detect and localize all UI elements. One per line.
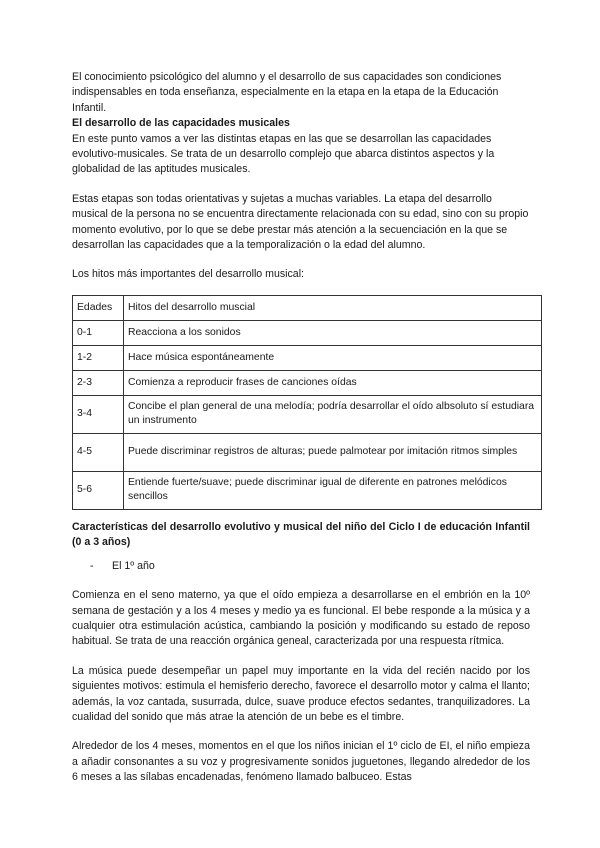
section-heading-cycle-one: Características del desarrollo evolutivo y musical del niño del Ciclo I de educación Infantil (0 a 3 años) bbox=[72, 520, 530, 549]
table-header-row bbox=[73, 295, 542, 320]
table-row bbox=[73, 370, 542, 395]
intro-paragraph: El conocimiento psicológico del alumno y el desarrollo de sus capacidades son condiciones indispensables en toda enseñanza, especialmente en la etapa en la etapa de la Educación Infantil. bbox=[72, 71, 502, 114]
paragraph-stages-orientative: Estas etapas son todas orientativas y sujetas a muchas variables. La etapa del desarrollo musical de la persona no se encuentra directamente relacionada con su edad, sino con su propio momento evolutivo, por lo que se debe prestar más atención a la secuenciación en la que se desarrollan las capacidades que a la temporalización o la edad del alumno. bbox=[72, 192, 529, 252]
table-cell-age: 2-3 bbox=[73, 370, 124, 395]
paragraph-first-year: Comienza en el seno materno, ya que el oído empieza a desarrollarse en el embrión en la 10º semana de gestación y a los 4 meses y medio ya es funcional. El bebe responde a la música y a cualquier otra estimulación acústica, cambiando la posición y modificando su estado de reposo habitual. Se trata de una reacción orgánica geneal, caracterizada por una respuesta rítmica. bbox=[72, 589, 530, 648]
table-row bbox=[73, 320, 542, 345]
document-page bbox=[72, 70, 535, 786]
bullet-dash: - bbox=[90, 559, 94, 572]
table-cell-age: 1-2 bbox=[73, 345, 124, 370]
table-header-ages: Edades bbox=[73, 295, 124, 320]
table-cell-milestone: Hace música espontáneamente bbox=[124, 345, 542, 370]
table-cell-milestone: Concibe el plan general de una melodía; podría desarrollar el oído albsoluto sí estudiara un instrumento bbox=[124, 395, 542, 433]
table-cell-age: 4-5 bbox=[73, 433, 124, 471]
paragraph-stages-intro: En este punto vamos a ver las distintas etapas en las que se desarrollan las capacidades evolutivo-musicales. Se trata de un desarrollo complejo que abarca distintos aspectos y la globalidad de las aptitudes musicales. bbox=[72, 132, 495, 176]
list-item-label: El 1º año bbox=[112, 559, 155, 572]
table-row bbox=[73, 395, 542, 433]
section-heading: El desarrollo de las capacidades musicales bbox=[72, 117, 290, 130]
table-cell-age: 3-4 bbox=[73, 395, 124, 433]
table-header-milestones: Hitos del desarrollo muscial bbox=[124, 295, 542, 320]
table-row bbox=[73, 471, 542, 509]
table-cell-age: 5-6 bbox=[73, 471, 124, 509]
paragraph-milestones-lead: Los hitos más importantes del desarrollo musical: bbox=[72, 268, 304, 281]
table-cell-milestone: Entiende fuerte/suave; puede discriminar igual de diferente en patrones melódicos sencillos bbox=[124, 471, 542, 509]
paragraph-music-role: La música puede desempeñar un papel muy importante en la vida del recién nacido por los siguientes motivos: estimula el hemisferio derecho, favorece el desarrollo motor y calma el llanto; además, la voz cantada, susurrada, dulce, suave produce efectos sedantes, tranquilizadores. La cualidad del sonido que más atrae la atención de un bebe es el timbre. bbox=[72, 664, 530, 723]
table-cell-milestone: Comienza a reproducir frases de canciones oídas bbox=[124, 370, 542, 395]
table-cell-milestone: Puede discriminar registros de alturas; puede palmotear por imitación ritmos simples bbox=[124, 433, 542, 471]
table-row bbox=[73, 433, 542, 471]
paragraph-four-months: Alrededor de los 4 meses, momentos en el que los niños inician el 1º ciclo de EI, el niño empieza a añadir consonantes a su voz y progresivamente sonidos juguetones, llegando alrededor de los 6 meses a las sílabas encadenadas, fenómeno llamado balbuceo. Estas bbox=[72, 740, 530, 784]
milestones-table bbox=[72, 295, 542, 510]
table-cell-age: 0-1 bbox=[73, 320, 124, 345]
table-cell-milestone: Reacciona a los sonidos bbox=[124, 320, 542, 345]
table-row bbox=[73, 345, 542, 370]
list-item bbox=[90, 559, 530, 574]
